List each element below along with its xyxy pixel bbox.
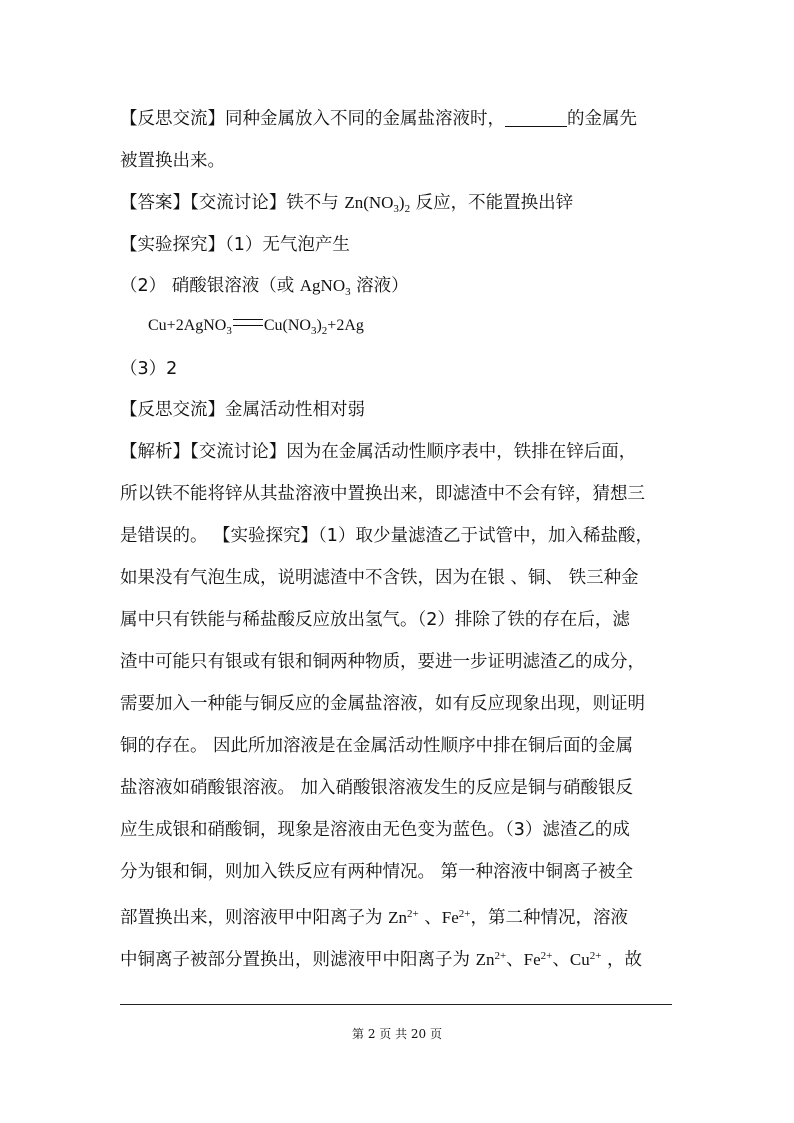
- text-line: [120, 776, 633, 800]
- superscript: 2+: [589, 950, 602, 962]
- text-span: 需要加入一种能与铜反应的金属盐溶液，如有反应现象出现，则证明: [120, 694, 645, 714]
- subscript: 2: [404, 203, 411, 215]
- formula-text: +2Ag: [327, 317, 364, 334]
- page-number-footer: 第 2 页 共 20 页: [352, 1027, 442, 1041]
- ion-symbol: Cu: [569, 950, 590, 969]
- text-span: 铜的存在。 因此所加溶液是在金属活动性顺序中排在铜后面的金属: [120, 736, 634, 756]
- text-span: 渣中可能只有银或有银和铜两种物质，要进一步证明滤渣乙的成分，: [120, 652, 645, 672]
- text-line: [120, 734, 633, 758]
- text-span: 【反思交流】金属活动性相对弱: [120, 400, 365, 420]
- superscript: 2+: [406, 908, 419, 920]
- text-span: 盐溶液如硝酸银溶液。 加入硝酸银溶液发生的反应是铜与硝酸银反: [120, 778, 634, 798]
- text-span: 被置换出来。: [120, 151, 225, 171]
- text-line-reflection-question: [120, 107, 637, 131]
- ion-symbol: Zn: [388, 908, 407, 927]
- formula-text: AgNO: [299, 276, 346, 295]
- text-span: （2） 硝酸银溶液（或: [120, 276, 300, 296]
- text-line: [120, 524, 653, 548]
- ion-symbol: Fe: [441, 908, 459, 927]
- text-line: [120, 944, 642, 972]
- text-span: ，第二种情况，溶液: [470, 908, 628, 928]
- ion-symbol: Zn: [475, 950, 495, 969]
- subscript: 2: [321, 325, 328, 337]
- ion-symbol: Fe: [523, 950, 541, 969]
- text-span: 、: [418, 908, 442, 928]
- text-span: 反应，不能置换出锌: [410, 193, 574, 213]
- text-line: [120, 608, 630, 632]
- footer-divider: [120, 1004, 672, 1005]
- text-line: [120, 149, 225, 173]
- subscript: 3: [393, 203, 399, 215]
- answer-blank: [505, 108, 567, 127]
- text-line: [120, 398, 365, 422]
- text-reflection-question: 【反思交流】同种金属放入不同的金属盐溶液时，: [120, 109, 505, 129]
- text-reflection-question-end: 的金属先: [567, 109, 637, 129]
- text-line: [120, 274, 409, 304]
- text-line: [120, 233, 350, 257]
- equation-products: Cu(NO: [263, 317, 311, 334]
- text-span: 【实验探究】（1）无气泡产生: [120, 235, 350, 255]
- text-span: 应生成银和硝酸铜，现象是溶液由无色变为蓝色。（3）滤渣乙的成: [120, 820, 630, 840]
- text-span: ，故: [601, 950, 643, 970]
- text-span: 如果没有气泡生成，说明滤渣中不含铁，因为在银 、铜、 铁三种金: [120, 568, 639, 588]
- superscript: 2+: [458, 908, 471, 920]
- formula-text: ): [398, 193, 405, 212]
- text-span: 、: [506, 950, 524, 970]
- text-span: 【答案】【交流讨论】铁不与: [120, 193, 345, 213]
- formula-text: ): [316, 317, 322, 334]
- text-line: [120, 566, 639, 590]
- equals-sign: [233, 319, 263, 326]
- text-span: （3）2: [120, 359, 178, 379]
- text-line: [120, 860, 633, 884]
- text-span: 溶液）: [350, 276, 409, 296]
- text-line: [120, 482, 645, 506]
- text-line-analysis: [120, 440, 636, 464]
- text-line: [120, 818, 630, 842]
- superscript: 2+: [540, 950, 553, 962]
- text-span: 中铜离子被部分置换出，则滤液甲中阳离子为: [120, 950, 476, 970]
- formula-text: Zn(NO: [344, 193, 394, 212]
- subscript: 3: [226, 325, 232, 337]
- superscript: 2+: [494, 950, 507, 962]
- text-span: 分为银和铜，则加入铁反应有两种情况。 第一种溶液中铜离子被全: [120, 862, 634, 882]
- text-line: [120, 902, 628, 930]
- subscript: 3: [345, 286, 351, 298]
- text-span: 【解析】【交流讨论】因为在金属活动性顺序表中，铁排在锌后面，: [120, 442, 637, 462]
- chemical-equation: [148, 315, 364, 342]
- text-line: [120, 650, 645, 674]
- text-line: [120, 692, 645, 716]
- text-span: 、: [552, 950, 570, 970]
- subscript: 3: [310, 325, 317, 337]
- text-span: 是错误的。 【实验探究】（1）取少量滤渣乙于试管中，加入稀盐酸，: [120, 526, 653, 546]
- equation-reactants: Cu+2AgNO: [148, 317, 227, 334]
- text-span: 属中只有铁能与稀盐酸反应放出氢气。（2）排除了铁的存在后，滤: [120, 610, 630, 630]
- text-span: 所以铁不能将锌从其盐溶液中置换出来，即滤渣中不会有锌，猜想三: [120, 484, 645, 504]
- text-line-answer: [120, 191, 573, 221]
- text-line: [120, 357, 177, 381]
- text-span: 部置换出来，则溶液甲中阳离子为: [120, 908, 389, 928]
